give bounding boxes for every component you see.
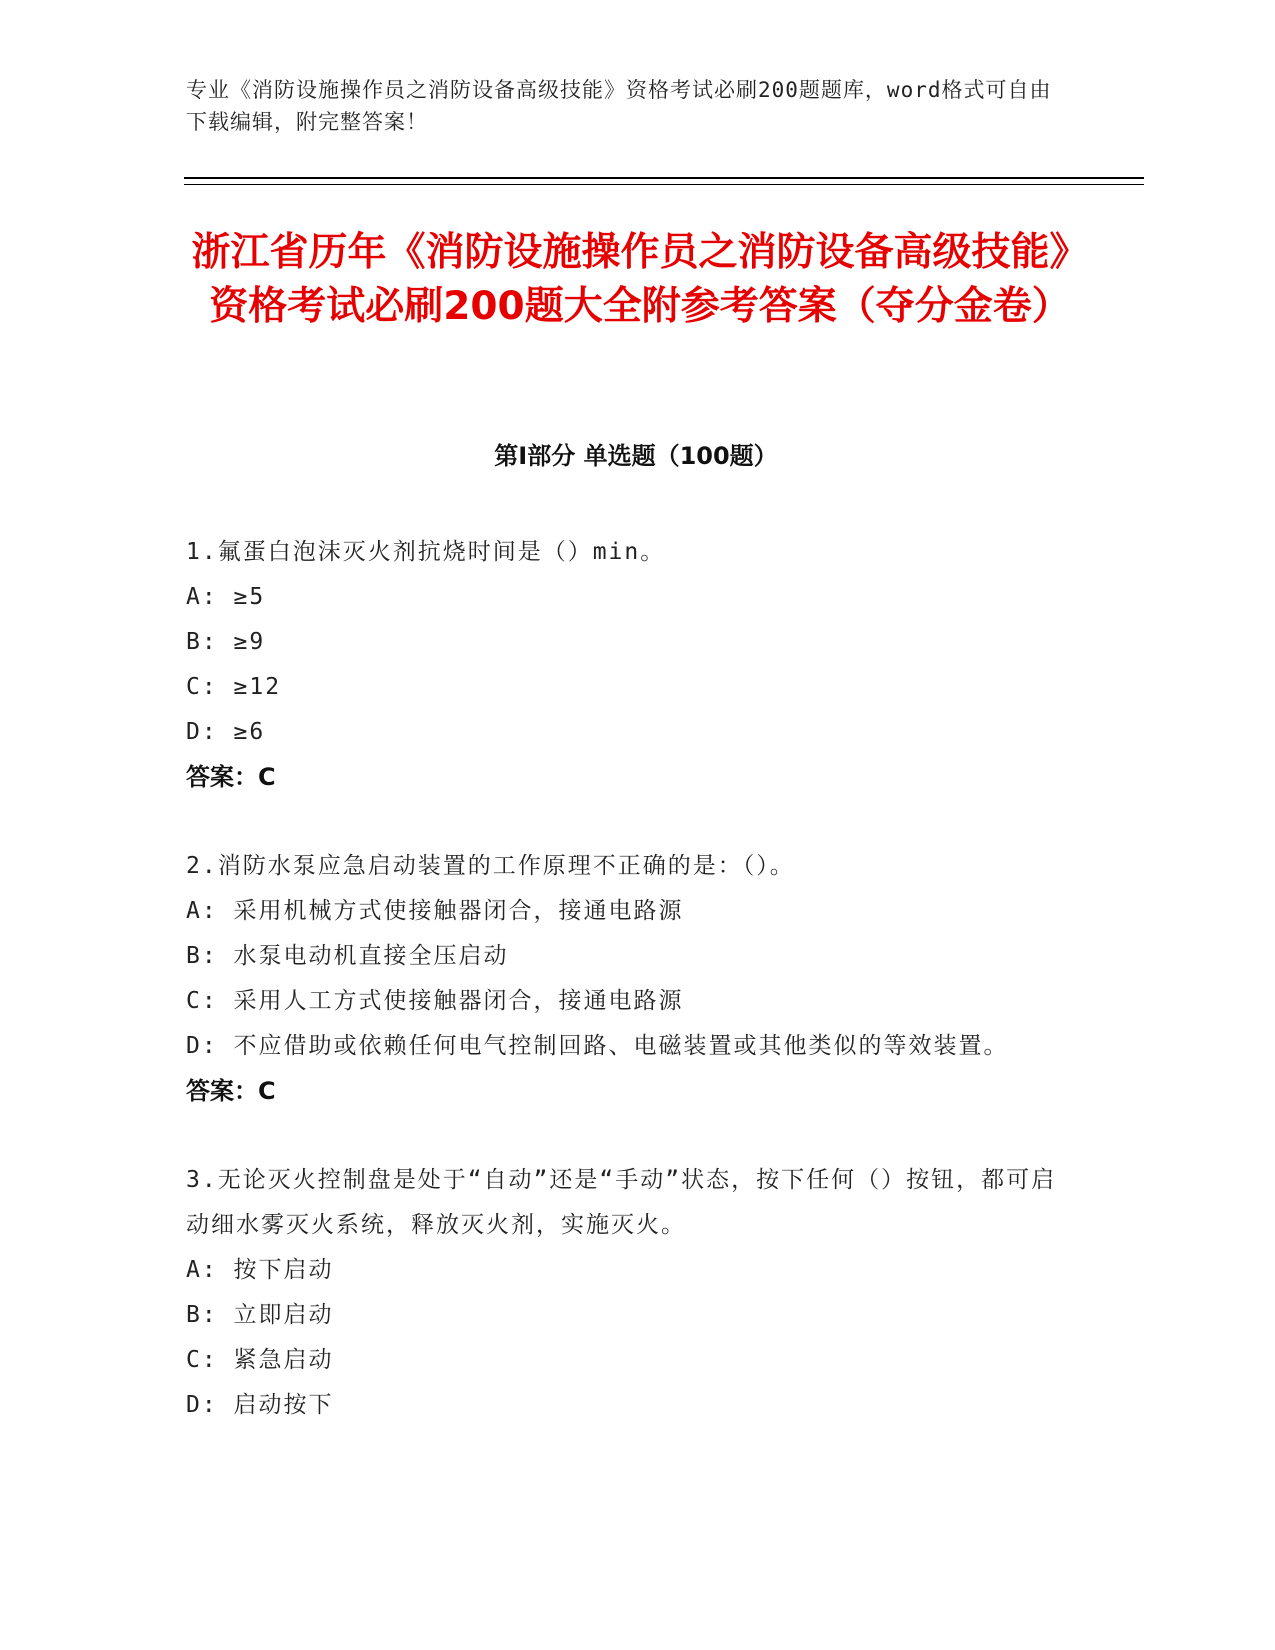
- question-list: [186, 530, 1066, 1472]
- option-a: A: 按下启动: [186, 1257, 334, 1283]
- option-b: B: 水泵电动机直接全压启动: [186, 943, 509, 969]
- section-heading: 第I部分 单选题（100题）: [494, 442, 778, 470]
- option-c: C: 采用人工方式使接触器闭合，接通电路源: [186, 988, 684, 1014]
- option-a: A: ≥5: [186, 584, 266, 610]
- question-stem: 2.消防水泵应急启动装置的工作原理不正确的是：（）。: [186, 853, 795, 879]
- option-d: D: 启动按下: [186, 1392, 334, 1418]
- option-b: B: ≥9: [186, 629, 266, 655]
- answer: 答案：C: [186, 763, 276, 791]
- option-c: C: 紧急启动: [186, 1347, 334, 1373]
- option-a: A: 采用机械方式使接触器闭合，接通电路源: [186, 898, 684, 924]
- question-1: [186, 530, 1066, 800]
- answer: 答案：C: [186, 1077, 276, 1105]
- header-note: 专业《消防设施操作员之消防设备高级技能》资格考试必刷200题题库，word格式可自由下载编辑，附完整答案！: [186, 78, 1052, 134]
- option-d: D: 不应借助或依赖任何电气控制回路、电磁装置或其他类似的等效装置。: [186, 1033, 1009, 1059]
- option-c: C: ≥12: [186, 674, 282, 700]
- question-3: [186, 1158, 1066, 1428]
- option-d: D: ≥6: [186, 719, 266, 745]
- option-b: B: 立即启动: [186, 1302, 334, 1328]
- question-2: [186, 844, 1066, 1114]
- header-rule-thick: [184, 177, 1144, 179]
- document-title: 浙江省历年《消防设施操作员之消防设备高级技能》资格考试必刷200题大全附参考答案（夺分金卷）: [191, 230, 1089, 329]
- question-stem: 1.氟蛋白泡沫灭火剂抗烧时间是（）min。: [186, 539, 666, 565]
- question-stem: 3.无论灭火控制盘是处于“自动”还是“手动”状态，按下任何（）按钮，都可启动细水雾灭火系统，释放灭火剂，实施灭火。: [186, 1167, 1057, 1238]
- header-rule-thin: [184, 184, 1144, 185]
